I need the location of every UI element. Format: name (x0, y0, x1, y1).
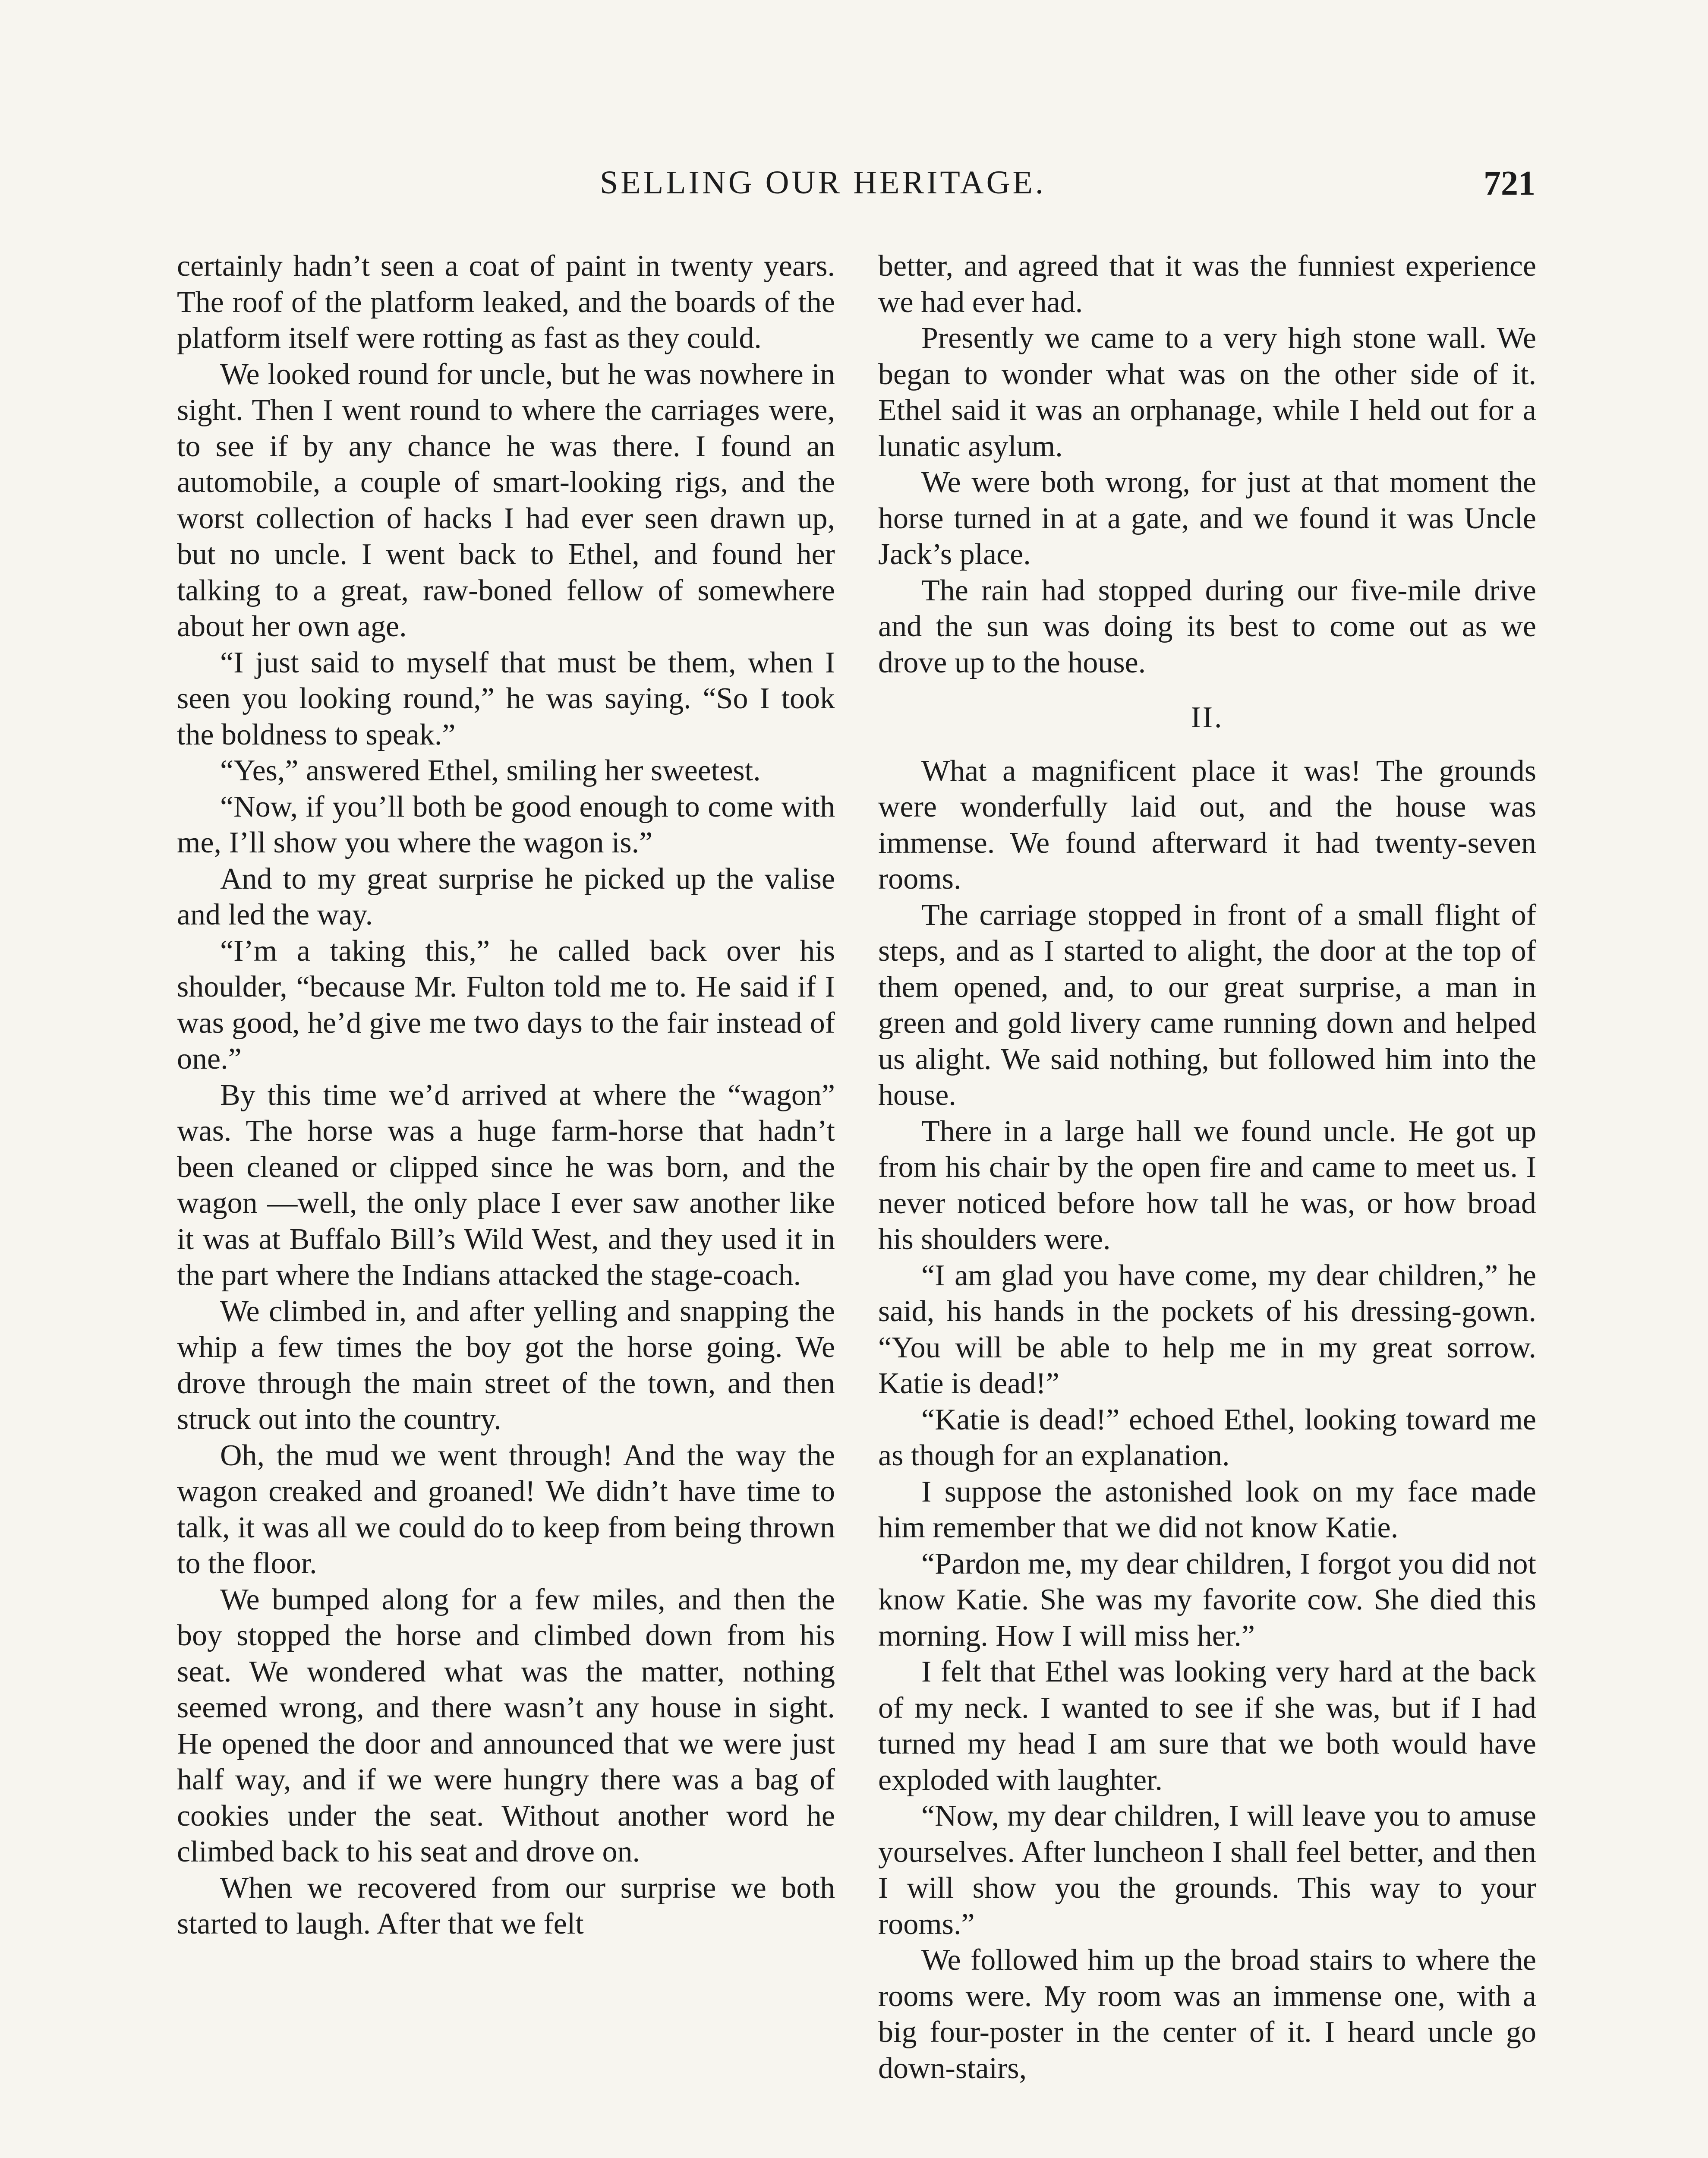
paragraph: “Katie is dead!” echoed Ethel, looking toward me as though for an explanation. (878, 1403, 1536, 1472)
page-number: 721 (1484, 164, 1535, 202)
paragraph: “I’m a taking this,” he called back over his shoulder, “because Mr. Fulton told me to. He said if I was good, he’d give me two days to the fair instead of one.” (177, 934, 835, 1076)
paragraph: We were both wrong, for just at that moment the horse turned in at a gate, and we found it was Uncle Jack’s place. (878, 466, 1536, 571)
paragraph: I suppose the astonished look on my face made him remember that we did not know Katie. (878, 1475, 1536, 1544)
left-column (177, 248, 835, 1942)
paragraph: Oh, the mud we went through! And the way the wagon creaked and groaned! We didn’t have time to talk, it was all we could do to keep from being thrown to the floor. (177, 1439, 835, 1580)
paragraph: We followed him up the broad stairs to where the rooms were. My room was an immense one, with a big four-poster in the center of it. I heard uncle go down-stairs, (878, 1943, 1536, 2085)
paragraph: “I am glad you have come, my dear children,” he said, his hands in the pockets of his dressing-gown. “You will be able to help me in my great sorrow. Katie is dead!” (878, 1259, 1536, 1400)
paragraph: Presently we came to a very high stone wall. We began to wonder what was on the other side of it. Ethel said it was an orphanage, while I held out for a lunatic asylum. (878, 322, 1536, 463)
paragraph: better, and agreed that it was the funniest experience we had ever had. (878, 249, 1536, 319)
paragraph: “Pardon me, my dear children, I forgot you did not know Katie. She was my favorite cow. She died this morning. How I will miss her.” (878, 1547, 1536, 1653)
paragraph: We climbed in, and after yelling and snapping the whip a few times the boy got the horse going. We drove through the main street of the town, and then struck out into the country. (177, 1294, 835, 1436)
paragraph: By this time we’d arrived at where the “wagon” was. The horse was a huge farm-horse that hadn’t been cleaned or clipped since he was born, and the wagon —well, the only place I ever saw another like it was at Buffalo Bill’s Wild West, and they used it in the part where the Indians attacked the stage-coach. (177, 1078, 835, 1292)
paragraph: When we recovered from our surprise we both started to laugh. After that we felt (177, 1871, 835, 1940)
paragraph: The carriage stopped in front of a small flight of steps, and as I started to alight, the door at the top of them opened, and, to our great surprise, a man in green and gold livery came running down and helped us alight. We said nothing, but followed him into the house. (878, 898, 1536, 1112)
section-heading: II. (1191, 701, 1224, 734)
running-head: SELLING OUR HERITAGE. (600, 164, 1046, 201)
paragraph: And to my great surprise he picked up the valise and led the way. (177, 862, 835, 931)
paragraph: “Now, my dear children, I will leave you to amuse yourselves. After luncheon I shall feel better, and then I will show you the grounds. This way to your rooms.” (878, 1799, 1536, 1941)
paragraph: There in a large hall we found uncle. He got up from his chair by the open fire and came to meet us. I never noticed before how tall he was, or how broad his shoulders were. (878, 1114, 1536, 1256)
paragraph: “Now, if you’ll both be good enough to come with me, I’ll show you where the wagon is.” (177, 790, 835, 859)
paragraph: We bumped along for a few miles, and then the boy stopped the horse and climbed down from his seat. We wondered what was the matter, nothing seemed wrong, and there wasn’t any house in sight. He opened the door and announced that we were just half way, and if we were hungry there was a bag of cookies under the seat. Without another word he climbed back to his seat and drove on. (177, 1583, 835, 1868)
paragraph: We looked round for uncle, but he was nowhere in sight. Then I went round to where the carriages were, to see if by any chance he was there. I found an automobile, a couple of smart-looking rigs, and the worst collection of hacks I had ever seen drawn up, but no uncle. I went back to Ethel, and found her talking to a great, raw-boned fellow of somewhere about her own age. (177, 357, 835, 643)
paragraph: “I just said to myself that must be them, when I seen you looking round,” he was saying. “So I took the boldness to speak.” (177, 646, 835, 751)
paragraph: The rain had stopped during our five-mile drive and the sun was doing its best to come out as we drove up to the house. (878, 574, 1536, 679)
paragraph: I felt that Ethel was looking very hard at the back of my neck. I wanted to see if she was, but if I had turned my head I am sure that we both would have exploded with laughter. (878, 1655, 1536, 1797)
right-column (878, 248, 1536, 2086)
paragraph: “Yes,” answered Ethel, smiling her sweetest. (220, 754, 761, 787)
paragraph: certainly hadn’t seen a coat of paint in twenty years. The roof of the platform leaked, and the boards of the platform itself were rotting as fast as they could. (177, 249, 835, 355)
paragraph: What a magnificent place it was! The grounds were wonderfully laid out, and the house was immense. We found afterward it had twenty-seven rooms. (878, 754, 1536, 896)
